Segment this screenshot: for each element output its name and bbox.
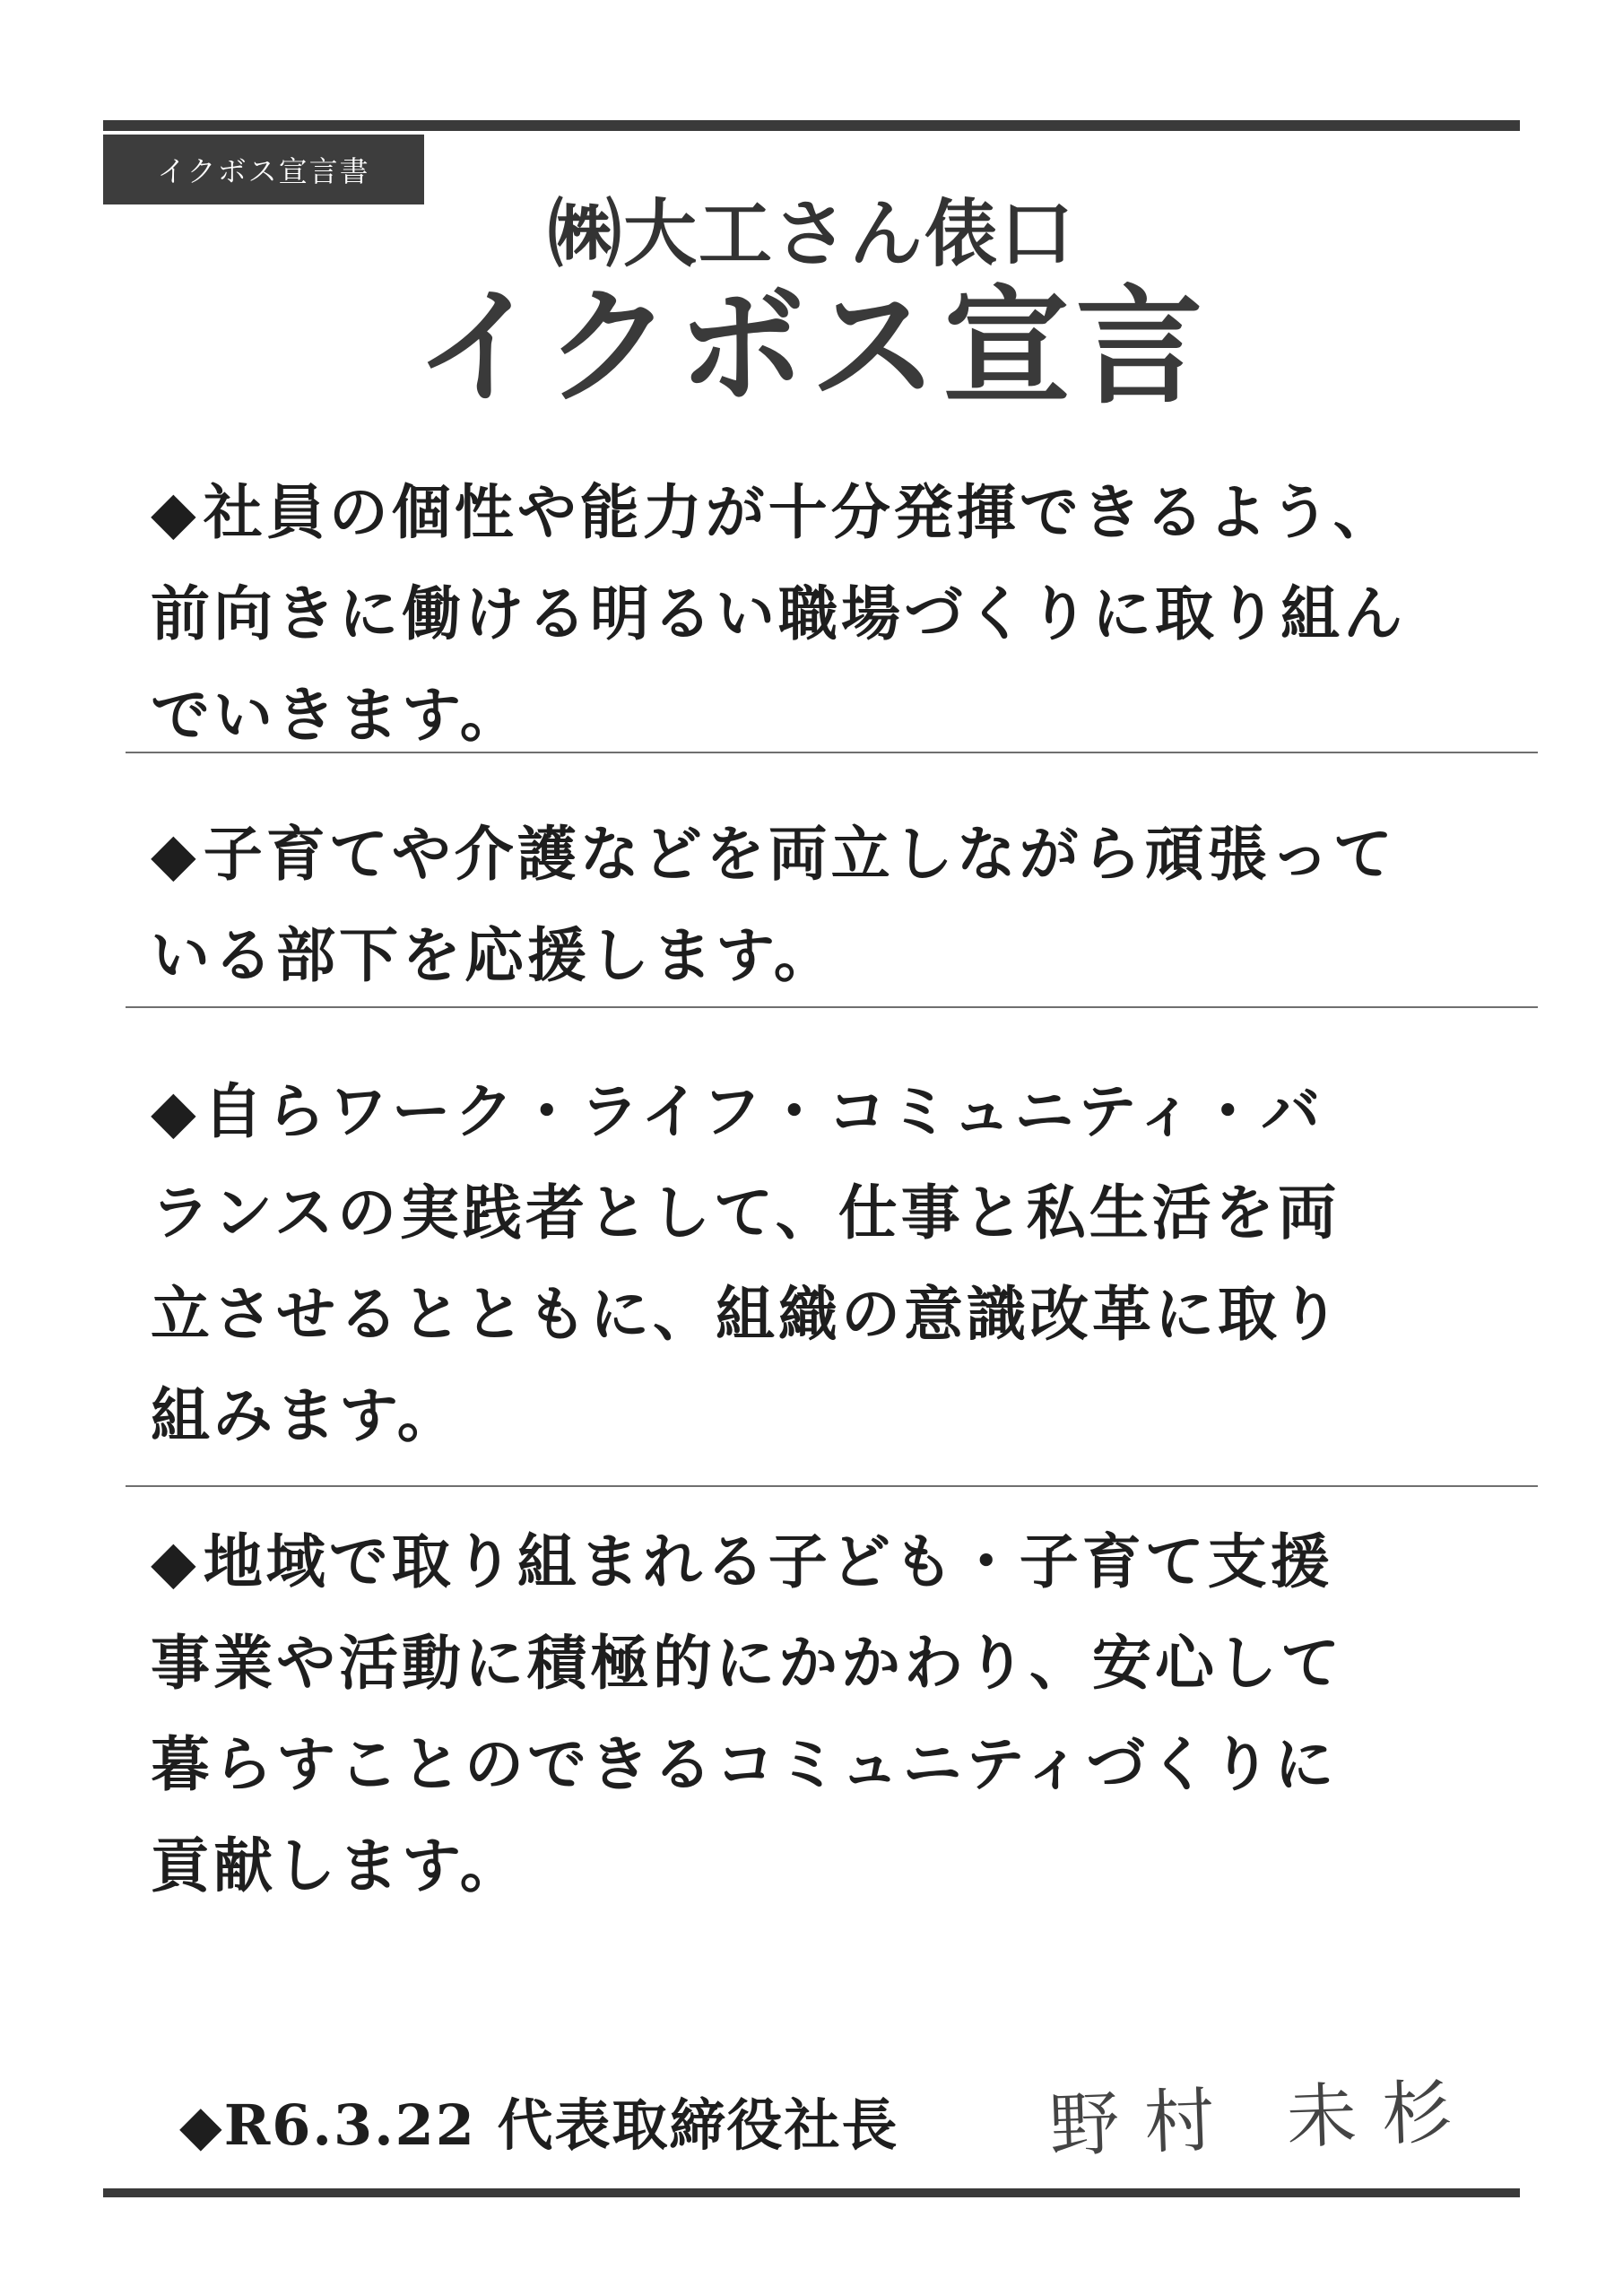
declaration-line: ランスの実践者として、仕事と私生活を両	[151, 1178, 1341, 1248]
signer-title: 代表取締役社長	[497, 2092, 899, 2158]
declaration-1	[151, 462, 1549, 766]
declaration-line: 立させるとともに、組織の意識改革に取り	[151, 1279, 1343, 1349]
diamond-bullet-icon: ◆	[151, 477, 200, 547]
declaration-2	[151, 804, 1549, 1006]
section-divider	[126, 1485, 1538, 1487]
declaration-line: 暮らすことのできるコミュニティづくりに	[151, 1729, 1338, 1799]
declaration-line: でいきます。	[151, 680, 523, 750]
declaration-line: 事業や活動に積極的にかかわり、安心して	[151, 1628, 1343, 1698]
declaration-line: 自らワーク・ライフ・コミュニティ・バ	[203, 1076, 1324, 1146]
document-tag: イクボス宣言書	[103, 135, 424, 204]
declaration-line: 社員の個性や能力が十分発揮できるよう、	[203, 477, 1396, 547]
signature-line	[179, 2081, 899, 2161]
section-divider	[126, 752, 1538, 753]
page-title: イクボス宣言	[414, 274, 1209, 422]
declaration-line: 子育てや介護などを両立しながら頑張って	[203, 819, 1396, 889]
declaration-line: いる部下を応援します。	[151, 920, 837, 990]
diamond-bullet-icon: ◆	[151, 1076, 200, 1146]
declaration-line: 地域で取り組まれる子ども・子育て支援	[203, 1526, 1333, 1596]
company-name: ㈱大工さん俵口	[547, 192, 1075, 277]
declaration-4	[151, 1511, 1549, 1917]
diamond-bullet-icon: ◆	[151, 1526, 200, 1596]
declaration-line: 貢献します。	[151, 1831, 523, 1900]
diamond-bullet-icon: ◆	[151, 819, 200, 889]
section-divider	[126, 1006, 1538, 1008]
declaration-line: 前向きに働ける明るい職場づくりに取り組ん	[151, 578, 1406, 648]
declaration-date: R6.3.22	[223, 2092, 476, 2158]
handwritten-signature: 野村 未杉	[1047, 2071, 1479, 2168]
declaration-line: 組みます。	[151, 1380, 460, 1450]
bottom-rule	[103, 2188, 1520, 2197]
declaration-3	[151, 1061, 1549, 1466]
top-rule	[103, 120, 1520, 131]
diamond-bullet-icon: ◆	[179, 2092, 224, 2158]
